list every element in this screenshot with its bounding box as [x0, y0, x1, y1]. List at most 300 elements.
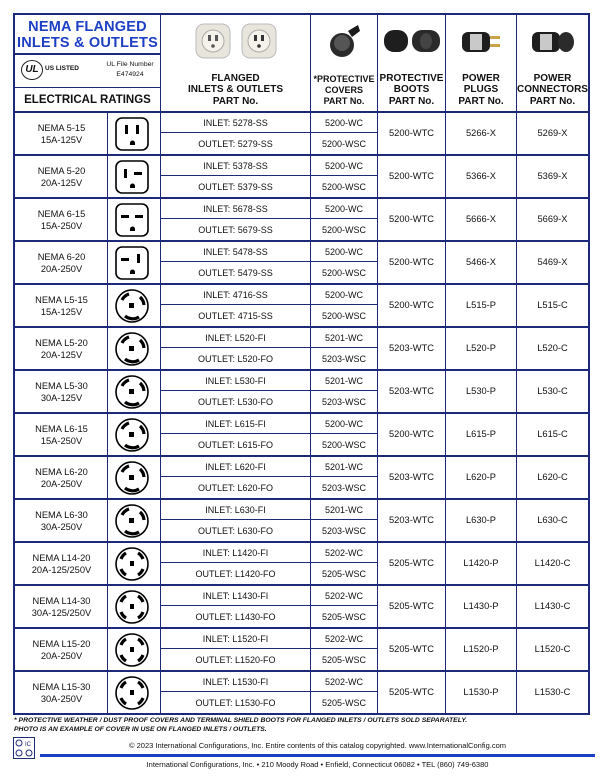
rating-cell: [15, 113, 108, 154]
face-cell: [108, 586, 161, 627]
plug-part-cell: [446, 543, 517, 584]
boot-part-no: 5205-WTC: [389, 601, 434, 611]
table-row: [15, 328, 588, 371]
inlet-part-no: INLET: 5678-SS: [161, 199, 310, 219]
amp-volt-rating: 20A-125V: [40, 177, 83, 188]
flanged-column-header: [161, 15, 311, 111]
connectors-column-header: [517, 15, 588, 111]
boot-part-cell: [378, 242, 446, 283]
boot-part-cell: [378, 543, 446, 584]
boot-part-cell: [378, 285, 446, 326]
address-line: International Configurations, Inc. • 210 Moody Road • Enfield, Connecticut 06082 • TEL (860) 749-6380: [146, 760, 489, 769]
plug-part-cell: [446, 328, 517, 369]
cover-wsc-part-no: 5203-WSC: [321, 526, 366, 536]
inlet-part-no: INLET: 4716-SS: [161, 285, 310, 305]
cover-wsc-part-no: 5200-WSC: [321, 182, 366, 192]
cover-wc-part-no: 5202-WC: [311, 543, 377, 563]
header-line: PART No.: [388, 95, 435, 107]
cover-wc-part-no: 5201-WC: [311, 457, 377, 477]
connector-part-cell: [517, 199, 588, 240]
plug-part-no: 5466-X: [466, 257, 496, 267]
boot-part-cell: [378, 371, 446, 412]
footnote: [14, 716, 594, 734]
outlet-part-no: OUTLET: L520-FO: [197, 354, 274, 364]
amp-volt-rating: 20A-250V: [40, 263, 83, 274]
plug-part-no: L630-P: [466, 515, 496, 525]
power-plug-photo-icon: [456, 24, 506, 58]
boot-part-cell: [378, 113, 446, 154]
rating-cell: [15, 242, 108, 283]
boots-column-header: [378, 15, 446, 111]
plug-part-cell: [446, 500, 517, 541]
rating-cell: [15, 371, 108, 412]
outlet-part-no: OUTLET: 5479-SS: [198, 268, 273, 278]
receptacle-face-icon: [112, 157, 152, 197]
inlet-part-no: INLET: L620-FI: [161, 457, 310, 477]
ul-file-number: [101, 60, 159, 80]
cover-wc-part-no: 5202-WC: [311, 586, 377, 606]
connector-part-no: L615-C: [537, 429, 568, 439]
boot-part-no: 5203-WTC: [389, 515, 434, 525]
plug-part-cell: [446, 285, 517, 326]
face-cell: [108, 414, 161, 455]
inlet-part-no: INLET: L1530-FI: [161, 672, 310, 692]
boot-part-cell: [378, 586, 446, 627]
nema-type: NEMA L5-15: [35, 294, 88, 305]
header-line: CONNECTORS: [517, 84, 588, 95]
cover-wc-part-no: 5200-WC: [311, 414, 377, 434]
inlet-part-no: INLET: 5478-SS: [161, 242, 310, 262]
flanged-outlet-photo-icon: [240, 22, 278, 60]
cover-wc-part-no: 5200-WC: [311, 242, 377, 262]
plug-part-no: L620-P: [466, 472, 496, 482]
cover-part-cell: [311, 500, 378, 541]
cover-wsc-part-no: 5200-WSC: [321, 268, 366, 278]
rating-cell: [15, 156, 108, 197]
outlet-part-no: OUTLET: L1420-FO: [195, 569, 276, 579]
boot-part-cell: [378, 629, 446, 670]
amp-volt-rating: 30A-250V: [40, 521, 83, 532]
table-row: [15, 113, 588, 156]
cover-wsc-part-no: 5203-WSC: [321, 354, 366, 364]
ic-logo-mark-icon: [14, 738, 34, 758]
connector-part-no: L1420-C: [534, 558, 571, 568]
flanged-part-cell: [161, 199, 311, 240]
face-cell: [108, 242, 161, 283]
amp-volt-rating: 30A-125V: [40, 392, 83, 403]
plug-part-cell: [446, 242, 517, 283]
cover-wsc-part-no: 5200-WSC: [321, 440, 366, 450]
face-cell: [108, 371, 161, 412]
inlet-part-no: INLET: L1430-FI: [161, 586, 310, 606]
cover-wc-part-no: 5200-WC: [311, 285, 377, 305]
nema-type: NEMA L14-30: [32, 595, 91, 606]
title-block: [15, 15, 161, 111]
outlet-part-no: OUTLET: L620-FO: [197, 483, 274, 493]
table-row: [15, 543, 588, 586]
connector-part-no: L515-C: [537, 300, 568, 310]
boot-part-no: 5200-WTC: [389, 300, 434, 310]
covers-header-text: [311, 74, 377, 107]
rating-cell: [15, 500, 108, 541]
rating-cell: [15, 457, 108, 498]
plug-part-cell: [446, 672, 517, 713]
face-cell: [108, 199, 161, 240]
connector-part-cell: [517, 500, 588, 541]
face-cell: [108, 500, 161, 541]
cover-part-cell: [311, 371, 378, 412]
amp-volt-rating: 30A-125/250V: [31, 607, 92, 618]
flanged-part-cell: [161, 629, 311, 670]
header-line: PART No.: [529, 95, 576, 107]
boot-part-no: 5200-WTC: [389, 128, 434, 138]
boot-part-no: 5203-WTC: [389, 386, 434, 396]
connector-part-cell: [517, 414, 588, 455]
cover-wc-part-no: 5201-WC: [311, 371, 377, 391]
plug-part-no: 5666-X: [466, 214, 496, 224]
nema-type: NEMA L6-20: [35, 466, 88, 477]
amp-volt-rating: 15A-250V: [40, 220, 83, 231]
cover-part-cell: [311, 629, 378, 670]
plug-part-cell: [446, 457, 517, 498]
nema-type: NEMA L5-20: [35, 337, 88, 348]
cover-part-cell: [311, 113, 378, 154]
flanged-inlet-photo-icon: [194, 22, 232, 60]
cover-wsc-part-no: 5205-WSC: [321, 698, 366, 708]
protective-boot-photo-icon: [382, 26, 442, 56]
flanged-product-photos: [161, 19, 310, 63]
plug-part-cell: [446, 199, 517, 240]
receptacle-face-icon: [112, 372, 152, 412]
boot-part-cell: [378, 414, 446, 455]
cover-part-cell: [311, 672, 378, 713]
boot-part-no: 5200-WTC: [389, 429, 434, 439]
boot-part-no: 5200-WTC: [389, 214, 434, 224]
flanged-part-cell: [161, 457, 311, 498]
flanged-part-cell: [161, 543, 311, 584]
boot-part-cell: [378, 500, 446, 541]
outlet-part-no: OUTLET: 5679-SS: [198, 225, 273, 235]
cover-photo: [311, 19, 377, 63]
cover-part-cell: [311, 543, 378, 584]
plug-part-no: L1530-P: [463, 687, 499, 697]
cover-wc-part-no: 5200-WC: [311, 113, 377, 133]
flanged-part-cell: [161, 500, 311, 541]
cover-wsc-part-no: 5200-WSC: [321, 225, 366, 235]
boot-part-no: 5200-WTC: [389, 257, 434, 267]
amp-volt-rating: 30A-250V: [40, 693, 83, 704]
table-row: [15, 156, 588, 199]
receptacle-face-icon: [112, 587, 152, 627]
nema-type: NEMA L15-30: [32, 681, 91, 692]
flanged-part-cell: [161, 371, 311, 412]
boot-part-cell: [378, 672, 446, 713]
ic-logo-icon: [13, 737, 35, 759]
connector-part-cell: [517, 457, 588, 498]
connector-photo: [517, 19, 588, 63]
table-header: [15, 15, 588, 113]
connector-part-no: L1520-C: [534, 644, 571, 654]
table-row: [15, 457, 588, 500]
amp-volt-rating: 20A-125V: [40, 349, 83, 360]
plug-part-no: 5266-X: [466, 128, 496, 138]
receptacle-face-icon: [112, 673, 152, 713]
outlet-part-no: OUTLET: L530-FO: [197, 397, 274, 407]
boot-part-no: 5205-WTC: [389, 558, 434, 568]
receptacle-face-icon: [112, 458, 152, 498]
rating-cell: [15, 414, 108, 455]
protective-cover-photo-icon: [324, 21, 364, 61]
connector-part-no: 5469-X: [537, 257, 568, 267]
covers-column-header: [311, 15, 378, 111]
inlet-part-no: INLET: L520-FI: [161, 328, 310, 348]
plugs-column-header: [446, 15, 517, 111]
copyright-line: © 2023 International Configurations, Inc. Entire contents of this catalog copyrighted. www.InternationalConfig.com: [129, 741, 506, 750]
connector-part-no: L1530-C: [534, 687, 571, 697]
connectors-header-text: [517, 73, 588, 108]
power-connector-photo-icon: [528, 24, 578, 58]
outlet-part-no: OUTLET: 5379-SS: [198, 182, 273, 192]
cover-part-cell: [311, 457, 378, 498]
header-line: FLANGED: [211, 72, 260, 84]
table-row: [15, 414, 588, 457]
plug-part-cell: [446, 629, 517, 670]
flanged-part-cell: [161, 156, 311, 197]
connector-part-no: 5669-X: [537, 214, 568, 224]
cover-part-cell: [311, 199, 378, 240]
connector-part-cell: [517, 156, 588, 197]
plug-part-cell: [446, 371, 517, 412]
outlet-part-no: OUTLET: 4715-SS: [198, 311, 273, 321]
inlet-part-no: INLET: L630-FI: [161, 500, 310, 520]
amp-volt-rating: 15A-125V: [40, 306, 83, 317]
amp-volt-rating: 20A-250V: [40, 478, 83, 489]
boots-header-text: [378, 73, 445, 108]
connector-part-cell: [517, 285, 588, 326]
receptacle-face-icon: [112, 544, 152, 584]
plug-part-no: L1430-P: [463, 601, 499, 611]
header-line: PART No.: [458, 95, 504, 107]
face-cell: [108, 156, 161, 197]
cover-wc-part-no: 5201-WC: [311, 328, 377, 348]
cover-part-cell: [311, 285, 378, 326]
receptacle-face-icon: [112, 286, 152, 326]
plug-part-cell: [446, 414, 517, 455]
connector-part-cell: [517, 113, 588, 154]
inlet-part-no: INLET: 5278-SS: [161, 113, 310, 133]
cover-part-cell: [311, 156, 378, 197]
flanged-part-cell: [161, 414, 311, 455]
boot-part-cell: [378, 328, 446, 369]
electrical-ratings-heading: ELECTRICAL RATINGS: [15, 87, 160, 111]
inlet-part-no: INLET: L1520-FI: [161, 629, 310, 649]
cover-wsc-part-no: 5203-WSC: [321, 483, 366, 493]
header-line: BOOTS: [393, 84, 430, 95]
ul-file-value: E474924: [116, 71, 144, 78]
inlet-part-no: INLET: 5378-SS: [161, 156, 310, 176]
header-line: PART No.: [212, 95, 259, 107]
outlet-part-no: OUTLET: L1520-FO: [195, 655, 276, 665]
ul-logo-icon: UL: [21, 60, 43, 80]
receptacle-face-icon: [112, 630, 152, 670]
cover-wsc-part-no: 5205-WSC: [321, 655, 366, 665]
plug-part-cell: [446, 113, 517, 154]
nema-type: NEMA 6-20: [37, 251, 86, 262]
cover-part-cell: [311, 414, 378, 455]
plugs-header-text: [446, 73, 516, 108]
boot-part-cell: [378, 156, 446, 197]
connector-part-no: 5269-X: [537, 128, 568, 138]
connector-part-cell: [517, 543, 588, 584]
connector-part-cell: [517, 328, 588, 369]
boot-part-cell: [378, 199, 446, 240]
table-row: [15, 586, 588, 629]
connector-part-no: L520-C: [537, 343, 568, 353]
ul-file-label: UL File Number: [106, 61, 154, 68]
receptacle-face-icon: [112, 114, 152, 154]
nema-type: NEMA L6-15: [35, 423, 88, 434]
page-title: [15, 15, 160, 55]
connector-part-cell: [517, 586, 588, 627]
catalog-table: [13, 13, 590, 715]
table-row: [15, 629, 588, 672]
amp-volt-rating: 15A-250V: [40, 435, 83, 446]
nema-type: NEMA L15-20: [32, 638, 91, 649]
outlet-part-no: OUTLET: L615-FO: [197, 440, 274, 450]
table-row: [15, 500, 588, 543]
nema-type: NEMA L5-30: [35, 380, 88, 391]
cover-wsc-part-no: 5205-WSC: [321, 612, 366, 622]
flanged-part-cell: [161, 328, 311, 369]
rating-cell: [15, 629, 108, 670]
rating-cell: [15, 543, 108, 584]
header-line: INLETS & OUTLETS: [188, 84, 283, 95]
nema-type: NEMA 5-20: [37, 165, 86, 176]
rating-cell: [15, 199, 108, 240]
flanged-header-text: [161, 73, 310, 108]
amp-volt-rating: 20A-250V: [40, 650, 83, 661]
receptacle-face-icon: [112, 200, 152, 240]
cover-wsc-part-no: 5200-WSC: [321, 139, 366, 149]
flanged-part-cell: [161, 242, 311, 283]
cover-part-cell: [311, 242, 378, 283]
cover-wsc-part-no: 5205-WSC: [321, 569, 366, 579]
header-line: PART No.: [323, 96, 365, 106]
inlet-part-no: INLET: L1420-FI: [161, 543, 310, 563]
cover-wc-part-no: 5201-WC: [311, 500, 377, 520]
svg-text:IC: IC: [25, 742, 31, 748]
nema-type: NEMA 6-15: [37, 208, 86, 219]
plug-part-no: L530-P: [466, 386, 496, 396]
footnote-line-2: PHOTO IS AN EXAMPLE OF COVER IN USE ON FLANGED INLETS / OUTLETS.: [14, 726, 267, 733]
connector-part-cell: [517, 242, 588, 283]
face-cell: [108, 672, 161, 713]
nema-type: NEMA 5-15: [37, 122, 86, 133]
face-cell: [108, 285, 161, 326]
header-line: POWER: [462, 72, 500, 84]
table-row: [15, 285, 588, 328]
cover-wc-part-no: 5202-WC: [311, 672, 377, 692]
cover-wc-part-no: 5202-WC: [311, 629, 377, 649]
flanged-part-cell: [161, 285, 311, 326]
plug-photo: [446, 19, 516, 63]
outlet-part-no: OUTLET: 5279-SS: [198, 139, 273, 149]
outlet-part-no: OUTLET: L630-FO: [197, 526, 274, 536]
face-cell: [108, 543, 161, 584]
plug-part-cell: [446, 156, 517, 197]
face-cell: [108, 113, 161, 154]
plug-part-no: 5366-X: [466, 171, 496, 181]
connector-part-cell: [517, 371, 588, 412]
footnote-line-1: * PROTECTIVE WEATHER / DUST PROOF COVERS AND TERMINAL SHIELD BOOTS FOR FLANGED INLETS / OUTLETS SOLD SEPARATELY.: [14, 717, 468, 724]
ul-certification: [15, 56, 160, 86]
face-cell: [108, 629, 161, 670]
cover-wsc-part-no: 5200-WSC: [321, 311, 366, 321]
amp-volt-rating: 15A-125V: [40, 134, 83, 145]
nema-type: NEMA L6-30: [35, 509, 88, 520]
connector-part-cell: [517, 672, 588, 713]
outlet-part-no: OUTLET: L1430-FO: [195, 612, 276, 622]
rating-cell: [15, 328, 108, 369]
cover-wc-part-no: 5200-WC: [311, 199, 377, 219]
plug-part-no: L1420-P: [463, 558, 499, 568]
outlet-part-no: OUTLET: L1530-FO: [195, 698, 276, 708]
boot-part-no: 5200-WTC: [389, 171, 434, 181]
header-line: PLUGS: [463, 84, 499, 95]
amp-volt-rating: 20A-125/250V: [31, 564, 92, 575]
boot-part-cell: [378, 457, 446, 498]
title-line-2: INLETS & OUTLETS: [17, 35, 158, 51]
ul-listed-text: US LISTED: [45, 65, 79, 72]
flanged-part-cell: [161, 672, 311, 713]
table-row: [15, 672, 588, 715]
cover-wc-part-no: 5200-WC: [311, 156, 377, 176]
footer-rule: [40, 754, 595, 757]
connector-part-no: L630-C: [537, 515, 568, 525]
face-cell: [108, 457, 161, 498]
connector-part-no: 5369-X: [537, 171, 568, 181]
cover-part-cell: [311, 328, 378, 369]
rating-cell: [15, 285, 108, 326]
header-line: POWER: [533, 72, 572, 84]
nema-type: NEMA L14-20: [32, 552, 91, 563]
plug-part-no: L615-P: [466, 429, 496, 439]
inlet-part-no: INLET: L615-FI: [161, 414, 310, 434]
cover-wsc-part-no: 5203-WSC: [321, 397, 366, 407]
boot-part-no: 5205-WTC: [389, 644, 434, 654]
header-line: PROTECTIVE: [379, 72, 444, 84]
connector-part-no: L530-C: [537, 386, 568, 396]
connector-part-cell: [517, 629, 588, 670]
flanged-part-cell: [161, 586, 311, 627]
plug-part-no: L520-P: [466, 343, 496, 353]
receptacle-face-icon: [112, 501, 152, 541]
cover-part-cell: [311, 586, 378, 627]
flanged-part-cell: [161, 113, 311, 154]
boot-photo: [378, 19, 445, 63]
plug-part-no: L1520-P: [463, 644, 499, 654]
rating-cell: [15, 586, 108, 627]
receptacle-face-icon: [112, 243, 152, 283]
plug-part-no: L515-P: [466, 300, 496, 310]
boot-part-no: 5203-WTC: [389, 343, 434, 353]
connector-part-no: L1430-C: [534, 601, 571, 611]
plug-part-cell: [446, 586, 517, 627]
boot-part-no: 5205-WTC: [389, 687, 434, 697]
title-line-1: NEMA FLANGED: [28, 19, 147, 35]
receptacle-face-icon: [112, 415, 152, 455]
face-cell: [108, 328, 161, 369]
